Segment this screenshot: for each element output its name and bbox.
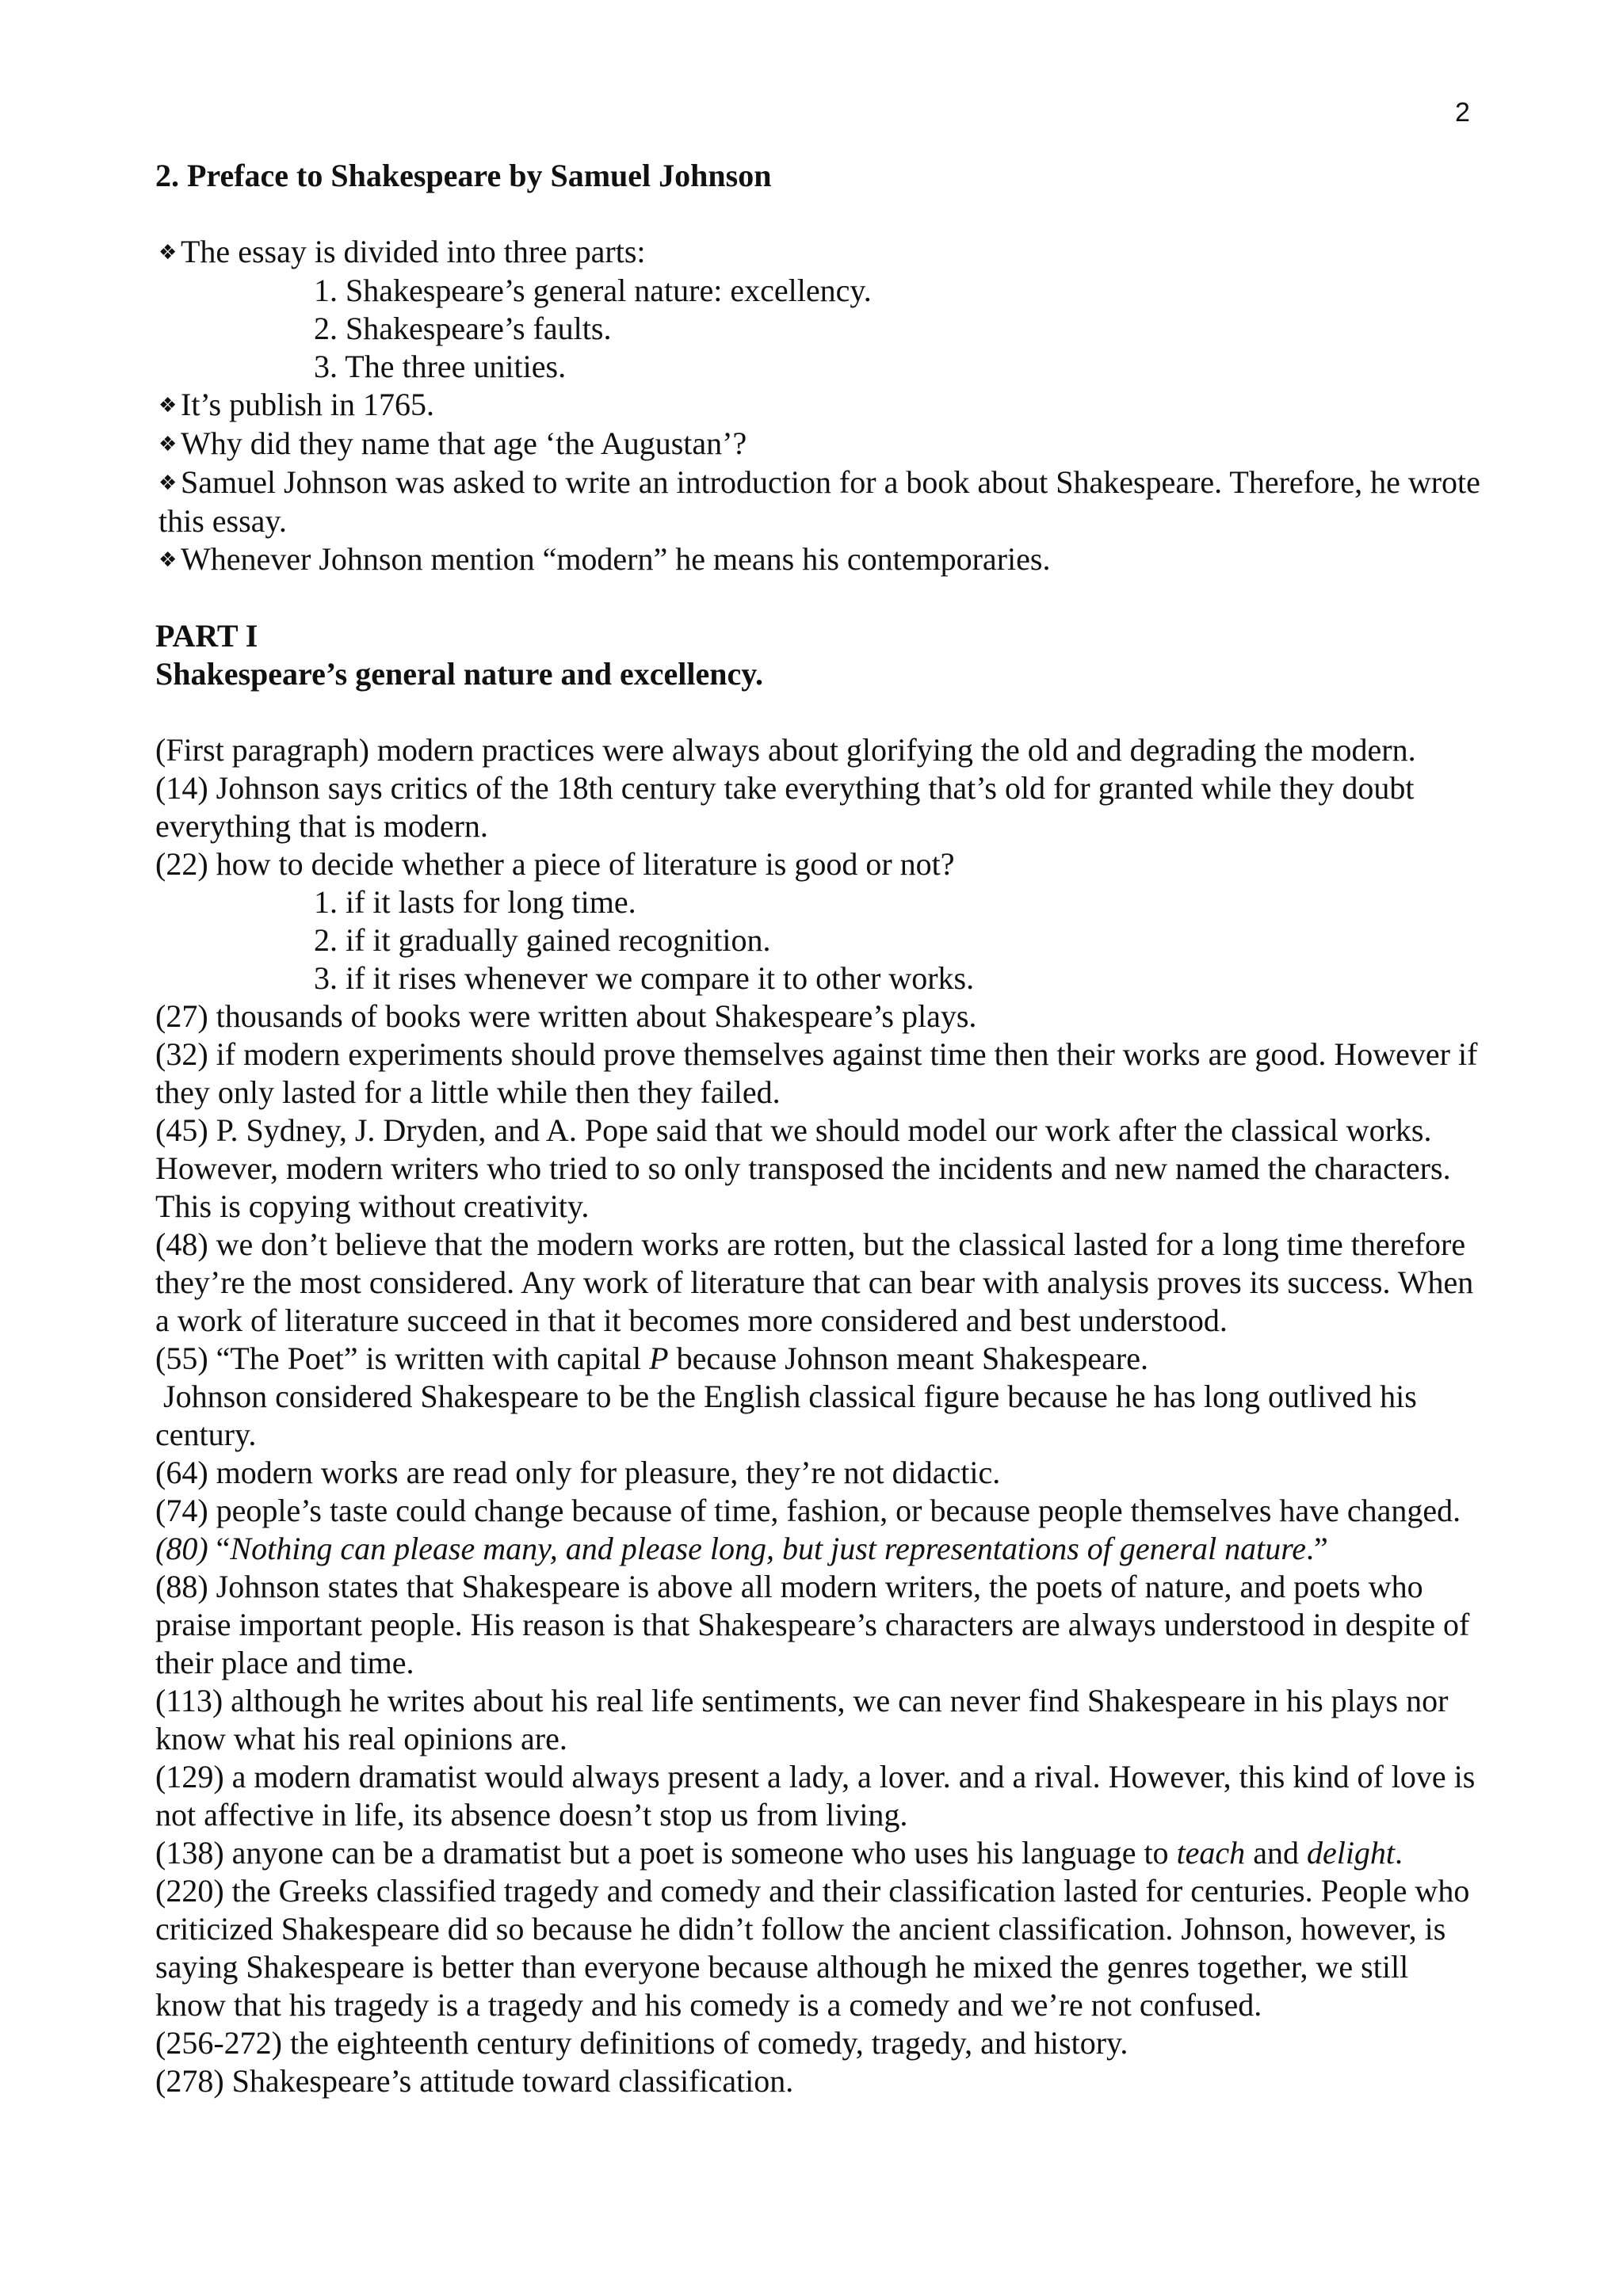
note-first-paragraph: (First paragraph) modern practices were always about glorifying the old and degrading the modern. <box>155 732 1416 768</box>
italic-word: teach <box>1176 1835 1246 1871</box>
criteria-item: 1. if it lasts for long time. <box>314 884 636 920</box>
note-32: (32) if modern experiments should prove themselves against time then their works are good. However if they only lasted for a little while then they failed. <box>155 1036 1478 1110</box>
note-text: . <box>1395 1835 1403 1871</box>
diamond-bullet-icon: ❖ <box>158 548 178 572</box>
part-item: 1. Shakespeare’s general nature: excellency. <box>314 273 872 308</box>
note-text: (138) anyone can be a dramatist but a poet is someone who uses his language to <box>155 1835 1177 1871</box>
page-number: 2 <box>1455 97 1470 128</box>
note-55 <box>155 1340 1487 1378</box>
note-22: (22) how to decide whether a piece of literature is good or not? <box>155 846 955 882</box>
note-278: (278) Shakespeare’s attitude toward classification. <box>155 2063 794 2099</box>
diamond-bullet-icon: ❖ <box>158 394 178 418</box>
bullet-augustan <box>155 425 1487 463</box>
bullet-introduction <box>155 463 1487 540</box>
note-text: because Johnson meant Shakespeare. <box>668 1341 1148 1376</box>
italic-letter: P <box>649 1341 669 1376</box>
note-220: (220) the Greeks classified tragedy and comedy and their classification lasted for centuries. People who criticized Shakespeare did so because he didn’t follow the ancient classification. Johnson, however, is saying Shakespeare is better than everyone because although he mixed the genres together, we still know that his tragedy is a tragedy and his comedy is a comedy and we’re not confused. <box>155 1873 1470 2023</box>
part-subtitle: Shakespeare’s general nature and excellency. <box>155 656 763 692</box>
part-item: 2. Shakespeare’s faults. <box>314 311 612 346</box>
quote-mark: .” <box>1306 1531 1328 1566</box>
note-45: (45) P. Sydney, J. Dryden, and A. Pope said that we should model our work after the classical works. However, modern writers who tried to so only transposed the incidents and new named the characters. This is copying without creativity. <box>155 1112 1451 1224</box>
note-256-272: (256-272) the eighteenth century definitions of comedy, tragedy, and history. <box>155 2025 1128 2061</box>
bullet-text: It’s publish in 1765. <box>181 387 435 422</box>
bullet-text: Samuel Johnson was asked to write an introduction for a book about Shakespeare. Therefore, he wrote this essay. <box>158 464 1480 539</box>
diamond-bullet-icon: ❖ <box>158 471 178 495</box>
document-title: 2. Preface to Shakespeare by Samuel Johnson <box>155 158 772 193</box>
italic-word: delight <box>1306 1835 1396 1871</box>
note-number: (80) <box>155 1531 216 1566</box>
document-page <box>155 157 1487 2100</box>
note-88: (88) Johnson states that Shakespeare is above all modern writers, the poets of nature, and poets who praise important people. His reason is that Shakespeare’s characters are always understood in despite of their place and time. <box>155 1569 1470 1680</box>
criteria-item: 3. if it rises whenever we compare it to other works. <box>314 960 975 996</box>
bullet-modern <box>155 540 1487 579</box>
criteria-item: 2. if it gradually gained recognition. <box>314 922 771 958</box>
bullet-published <box>155 386 1487 425</box>
johnson-quote: Nothing can please many, and please long, but just representations of general nature <box>230 1531 1307 1566</box>
note-138 <box>155 1834 1487 1872</box>
diamond-bullet-icon: ❖ <box>158 433 178 456</box>
bullet-intro <box>155 233 1487 272</box>
bullet-text: The essay is divided into three parts: <box>181 234 646 269</box>
part-item: 3. The three unities. <box>314 349 567 384</box>
part-label: PART I <box>155 618 258 654</box>
bullet-text: Why did they name that age ‘the Augustan’? <box>181 425 747 461</box>
note-14: (14) Johnson says critics of the 18th century take everything that’s old for granted while they doubt everything that is modern. <box>155 770 1415 844</box>
note-74: (74) people’s taste could change because of time, fashion, or because people themselves have changed. <box>155 1493 1461 1528</box>
bullet-text: Whenever Johnson mention “modern” he means his contemporaries. <box>181 541 1051 577</box>
note-80 <box>155 1530 1487 1568</box>
note-27: (27) thousands of books were written about Shakespeare’s plays. <box>155 998 977 1034</box>
note-55-continued: Johnson considered Shakespeare to be the English classical figure because he has long outlived his century. <box>155 1379 1425 1452</box>
note-text: and <box>1245 1835 1307 1871</box>
diamond-bullet-icon: ❖ <box>158 241 178 265</box>
note-113: (113) although he writes about his real life sentiments, we can never find Shakespeare in his plays nor know what his real opinions are. <box>155 1683 1449 1756</box>
note-48: (48) we don’t believe that the modern works are rotten, but the classical lasted for a long time therefore they’re the most considered. Any work of literature that can bear with analysis proves its success. When a work of literature succeed in that it becomes more considered and best understood. <box>155 1226 1474 1338</box>
note-text: (55) “The Poet” is written with capital <box>155 1341 650 1376</box>
note-129: (129) a modern dramatist would always present a lady, a lover. and a rival. However, this kind of love is not affective in life, its absence doesn’t stop us from living. <box>155 1759 1476 1833</box>
quote-mark: “ <box>216 1531 231 1566</box>
note-64: (64) modern works are read only for pleasure, they’re not didactic. <box>155 1455 1001 1490</box>
